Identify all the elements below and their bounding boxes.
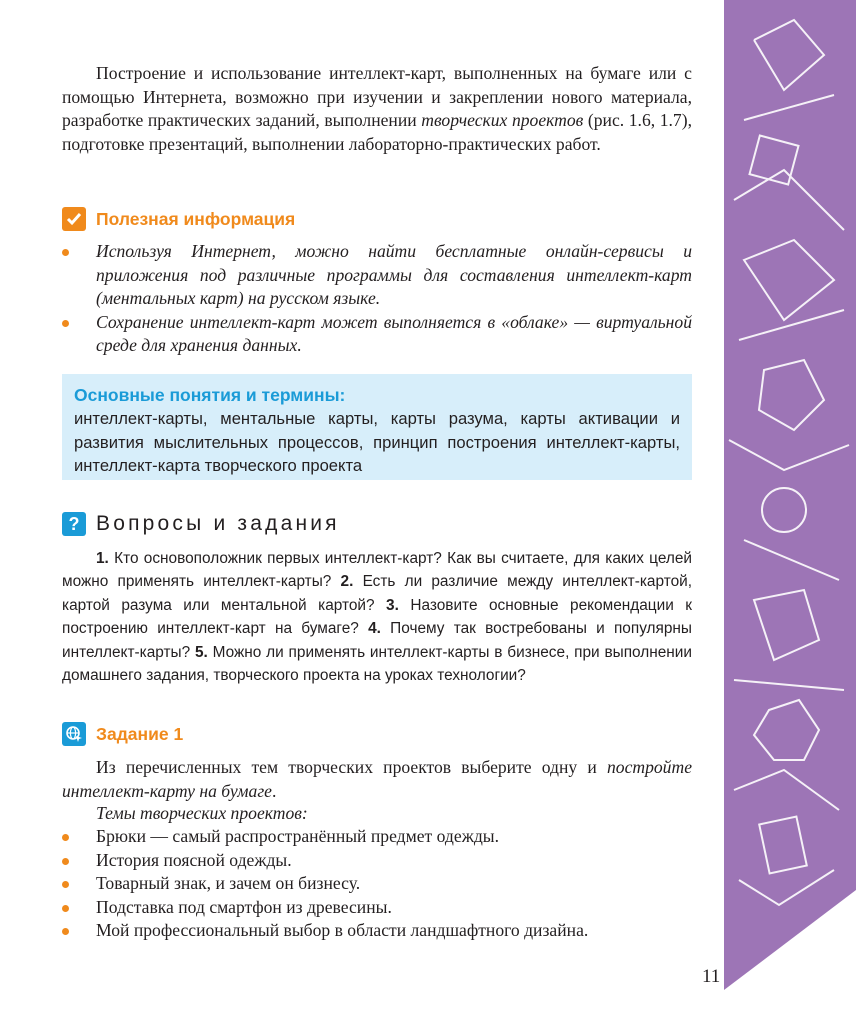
question-text: Назовите основные рекомендации к построению интеллект-карт на бумаге? — [62, 596, 692, 638]
key-terms-body: интеллект-карты, ментальные карты, карты разума, карты активации и развития мыслительных процессов, принцип построения интеллект-карты, интеллект-карта творческого проекта — [74, 409, 680, 475]
task1-title: Задание 1 — [96, 723, 184, 744]
question-text: Есть ли различие между интеллект-картой, картой разума или ментальной картой? — [62, 573, 693, 614]
questions-title: Вопросы и задания — [96, 512, 340, 535]
list-item: Используя Интернет, можно найти бесплатные онлайн-сервисы и приложения под различные программы для составления интеллект-карт (ментальных карт) на русском языке. — [62, 240, 692, 311]
page-number: 11 — [702, 966, 721, 987]
task1-header — [62, 722, 183, 746]
topics-list — [62, 825, 692, 943]
question-icon: ? — [62, 512, 86, 536]
task1-italic-text: постройте интеллект-карту на бумаге — [62, 757, 692, 801]
task1-text-end: . — [272, 780, 277, 801]
list-item: Сохранение интеллект-карт может выполняется в «облаке» — виртуальной среде для хранения данных. — [62, 311, 692, 358]
checkmark-icon — [62, 207, 86, 231]
topics-heading: Темы творческих проектов: — [96, 803, 308, 823]
question-number: 4. — [368, 620, 381, 638]
list-item: Мой профессиональный выбор в области ландшафтного дизайна. — [62, 919, 692, 943]
decorative-side-band — [724, 0, 856, 1024]
geometric-pattern-icon — [724, 0, 856, 1024]
key-terms-title: Основные понятия и термины: — [74, 385, 346, 405]
useful-info-title: Полезная информация — [96, 208, 296, 229]
intro-italic-text: творческих проектов — [421, 110, 584, 130]
useful-info-list — [62, 240, 692, 358]
question-number: 2. — [340, 573, 354, 591]
list-item: История поясной одежды. — [62, 849, 692, 873]
list-item: Брюки — самый распространённый предмет одежды. — [62, 825, 692, 849]
question-text: Почему так востребованы и популярны интеллект-карты? — [62, 620, 692, 661]
question-number: 5. — [194, 643, 208, 661]
globe-cursor-icon — [62, 722, 86, 746]
question-number: 3. — [386, 596, 399, 614]
key-terms-box — [62, 374, 692, 480]
question-text: Можно ли применять интеллект-карты в бизнесе, при выполнении домашнего задания, творческого проекта на уроках технологии? — [62, 643, 692, 685]
questions-text — [62, 547, 692, 687]
useful-info-header — [62, 207, 295, 231]
questions-header — [62, 512, 340, 536]
question-text: Кто основоположник первых интеллект-карт? Как вы считаете, для каких целей можно применять интеллект-карты? — [62, 550, 693, 591]
list-item: Подставка под смартфон из древесины. — [62, 896, 692, 920]
question-number: 1. — [96, 550, 109, 567]
list-item: Товарный знак, и зачем он бизнесу. — [62, 872, 692, 896]
task1-text-start: Из перечисленных тем творческих проектов выберите одну и — [96, 757, 607, 777]
intro-text: Построение и использование интеллект-карт, выполненных на бумаге или с помощью Интернета, возможно при изучении и закреплении нового материала, разработке практических заданий, выполнении — [62, 63, 692, 130]
intro-text-end: (рис. 1.6, 1.7), подготовке презентаций, выполнении лабораторно-практических работ. — [62, 110, 692, 154]
task1-text — [62, 756, 692, 803]
intro-paragraph — [62, 62, 692, 156]
